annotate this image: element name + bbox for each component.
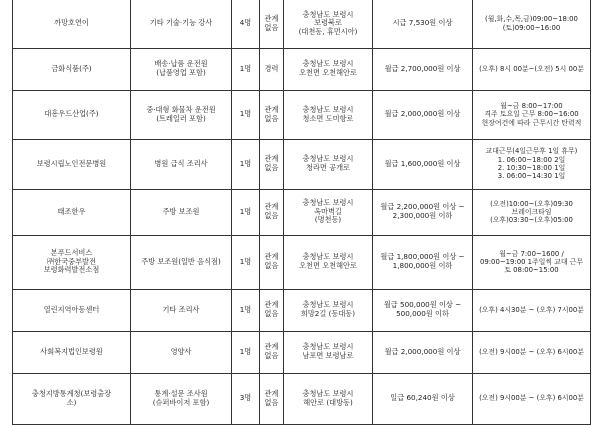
headcount-cell bbox=[232, 0, 260, 48]
requirement-cell bbox=[260, 0, 284, 48]
location-line: 오천면 오천해안로 bbox=[299, 68, 357, 77]
schedule-line: 3. 06:00~14:30 1일 bbox=[497, 172, 566, 181]
location-line: 해안로 (대방동) bbox=[303, 397, 353, 407]
wage-line: 시급 7,530원 이상 bbox=[392, 18, 453, 28]
table-row bbox=[13, 139, 591, 189]
requirement-line: 관계 bbox=[264, 252, 279, 262]
location-line: 오천면 오천해안로 bbox=[299, 261, 357, 270]
requirement-line: 없음 bbox=[264, 22, 279, 32]
company-line: 태조한우 bbox=[57, 206, 86, 216]
company-line: ㈜한국중부발전 bbox=[47, 256, 96, 266]
schedule-cell bbox=[473, 189, 591, 235]
table-row bbox=[13, 48, 591, 90]
location-line: 충청남도 보령시 bbox=[302, 9, 354, 19]
job-type-line: 중·대형 화물차 운전원 bbox=[146, 104, 216, 114]
wage-line: 1,800,000원 이하 bbox=[392, 261, 453, 270]
company-cell bbox=[13, 48, 131, 90]
job-type-line: 통계·설문 조사원 bbox=[154, 388, 208, 398]
requirement-line: 없음 bbox=[264, 351, 279, 360]
job-type-cell bbox=[131, 373, 232, 424]
wage-cell bbox=[373, 90, 473, 139]
location-cell bbox=[284, 139, 373, 189]
location-cell bbox=[284, 90, 373, 139]
job-type-line: 배송·납품 운전원 bbox=[154, 59, 208, 69]
location-line: 충청남도 보령시 bbox=[302, 104, 354, 114]
headcount-cell bbox=[232, 373, 260, 424]
company-cell bbox=[13, 90, 131, 139]
job-type-line: 기타 기술·기능 강사 bbox=[149, 18, 213, 28]
schedule-line: 월~금 7:00~1600 / bbox=[499, 249, 564, 258]
job-type-line: 영양사 bbox=[170, 346, 192, 356]
requirement-cell bbox=[260, 48, 284, 90]
headcount-cell bbox=[232, 235, 260, 289]
job-type-cell bbox=[131, 289, 232, 331]
headcount-value: 4명 bbox=[239, 18, 252, 28]
wage-cell bbox=[373, 0, 473, 48]
schedule-line: (오후)03:30~(오후)05:00 bbox=[490, 216, 573, 225]
headcount-cell bbox=[232, 48, 260, 90]
wage-line: 일급 60,240원 이상 bbox=[390, 393, 455, 403]
company-cell bbox=[13, 331, 131, 373]
location-line: 옥마벽길 bbox=[314, 206, 342, 216]
location-line: 청라면 공개로 bbox=[306, 163, 350, 172]
company-cell bbox=[13, 189, 131, 235]
schedule-line: 토 08:00~15:00 bbox=[504, 266, 559, 275]
location-line: 청소면 도미항로 bbox=[302, 113, 354, 123]
company-cell bbox=[13, 373, 131, 424]
schedule-line: 월~금 8:00~17:00 bbox=[500, 102, 563, 111]
job-type-line: 주방 보조원 bbox=[162, 206, 200, 216]
company-cell bbox=[13, 139, 131, 189]
wage-line: 2,300,000원 이하 bbox=[392, 211, 453, 220]
requirement-line: 없음 bbox=[264, 309, 279, 318]
location-line: 충청남도 보령시 bbox=[302, 388, 354, 398]
schedule-line: (오후) 8시 00분~(오전) 5시 00분 bbox=[479, 64, 584, 73]
schedule-line: 1. 06:00~18:00 2일 bbox=[497, 155, 566, 164]
company-line: 대흥우드산업(주) bbox=[44, 109, 99, 119]
wage-cell bbox=[373, 139, 473, 189]
job-type-cell bbox=[131, 189, 232, 235]
requirement-cell bbox=[260, 90, 284, 139]
company-line: 충청지방통계청(보령출장 bbox=[31, 388, 112, 398]
requirement-line: 관계 bbox=[264, 388, 279, 398]
location-line: 남포면 보령남로 bbox=[302, 351, 354, 360]
wage-cell bbox=[373, 48, 473, 90]
job-type-cell bbox=[131, 235, 232, 289]
company-cell bbox=[13, 289, 131, 331]
requirement-cell bbox=[260, 189, 284, 235]
job-type-line: (트레일러 포함) bbox=[156, 113, 206, 123]
schedule-cell bbox=[473, 90, 591, 139]
schedule-cell bbox=[473, 331, 591, 373]
location-cell bbox=[284, 373, 373, 424]
requirement-cell bbox=[260, 235, 284, 289]
job-type-line: 주방 보조원(일반 음식점) bbox=[141, 256, 221, 266]
headcount-value: 1명 bbox=[239, 346, 252, 356]
requirement-line: 경력 bbox=[264, 63, 279, 73]
wage-line: 월급 2,700,000원 이상 bbox=[384, 63, 461, 73]
schedule-line: 2. 10:30~18:00 1일 bbox=[497, 164, 566, 172]
requirement-line: 관계 bbox=[264, 14, 279, 24]
table-row bbox=[13, 189, 591, 235]
location-line: (명천동) bbox=[314, 215, 342, 225]
requirement-line: 관계 bbox=[264, 202, 279, 212]
table-row bbox=[13, 0, 591, 48]
table-row bbox=[13, 235, 591, 289]
schedule-cell bbox=[473, 289, 591, 331]
table-row bbox=[13, 90, 591, 139]
schedule-cell bbox=[473, 0, 591, 48]
location-line: 충청남도 보령시 bbox=[302, 198, 354, 208]
company-line: 보령시립노인전문병원 bbox=[36, 158, 107, 168]
requirement-line: 관계 bbox=[264, 300, 279, 310]
job-type-cell bbox=[131, 139, 232, 189]
requirement-line: 없음 bbox=[264, 163, 279, 172]
headcount-value: 3명 bbox=[239, 393, 252, 403]
location-cell bbox=[284, 189, 373, 235]
requirement-cell bbox=[260, 373, 284, 424]
wage-line: 500,000원 이하 bbox=[396, 309, 449, 318]
schedule-line: 현장여건에 따라 근무시간 탄력적 bbox=[481, 118, 582, 127]
headcount-value: 1명 bbox=[239, 109, 252, 119]
job-type-line: 병원 급식 조리사 bbox=[154, 158, 208, 168]
job-type-line: (납품영업 포함) bbox=[156, 68, 206, 77]
schedule-cell bbox=[473, 235, 591, 289]
company-line: 사회복지법인보령원 bbox=[40, 346, 103, 356]
wage-cell bbox=[373, 373, 473, 424]
location-cell bbox=[284, 235, 373, 289]
schedule-cell bbox=[473, 48, 591, 90]
table-row bbox=[13, 373, 591, 424]
schedule-line: 브레이크타임 bbox=[511, 207, 552, 216]
company-line: 까망호연이 bbox=[54, 18, 89, 28]
wage-cell bbox=[373, 331, 473, 373]
company-line: 본푸드서비스 bbox=[50, 248, 93, 258]
requirement-line: 관계 bbox=[264, 104, 279, 114]
headcount-cell bbox=[232, 139, 260, 189]
schedule-cell bbox=[473, 139, 591, 189]
requirement-line: 없음 bbox=[264, 211, 279, 220]
location-line: 충청남도 보령시 bbox=[302, 252, 354, 262]
requirement-line: 없음 bbox=[264, 261, 279, 270]
location-line: 보령북로 bbox=[314, 18, 342, 28]
company-line: 보령화력발전소점 bbox=[43, 265, 100, 275]
headcount-cell bbox=[232, 90, 260, 139]
headcount-value: 1명 bbox=[239, 63, 252, 73]
wage-line: 월급 2,000,000원 이상 bbox=[384, 109, 461, 119]
job-type-line: (슈퍼바이저 포함) bbox=[152, 397, 210, 407]
location-cell bbox=[284, 289, 373, 331]
location-cell bbox=[284, 331, 373, 373]
requirement-line: 없음 bbox=[264, 397, 279, 407]
schedule-line: (오전)10:00~(오후)09:30 bbox=[490, 199, 573, 208]
table-row bbox=[13, 331, 591, 373]
location-cell bbox=[284, 48, 373, 90]
company-cell bbox=[13, 0, 131, 48]
requirement-line: 관계 bbox=[264, 342, 279, 352]
location-line: (대천동, 휴먼시아) bbox=[298, 27, 358, 37]
wage-line: 월급 500,000원 이상 ~ bbox=[383, 300, 462, 310]
job-type-cell bbox=[131, 331, 232, 373]
location-line: 충청남도 보령시 bbox=[302, 59, 354, 69]
wage-cell bbox=[373, 235, 473, 289]
schedule-line: (오전) 9시00분 ~ (오후) 6시00분 bbox=[479, 347, 584, 356]
wage-line: 월급 1,800,000원 이상 ~ bbox=[380, 252, 465, 262]
headcount-cell bbox=[232, 289, 260, 331]
location-line: 충청남도 보령시 bbox=[302, 300, 354, 310]
location-line: 충청남도 보령시 bbox=[302, 342, 354, 352]
schedule-line: (월,화,수,목,금)09:00~18:00 bbox=[485, 15, 578, 24]
headcount-cell bbox=[232, 331, 260, 373]
job-listings-table bbox=[12, 0, 591, 425]
job-type-line: 기타 조리사 bbox=[162, 304, 200, 314]
requirement-cell bbox=[260, 331, 284, 373]
wage-line: 월급 2,200,000원 이상 ~ bbox=[380, 202, 465, 212]
schedule-cell bbox=[473, 373, 591, 424]
schedule-line: 09:00~19:00 1주일씩 교대 근무 bbox=[479, 257, 584, 266]
schedule-line: 교대근무(4일근무후 1일 휴무) bbox=[485, 147, 578, 156]
company-line: 금화식품(주) bbox=[51, 63, 92, 73]
location-cell bbox=[284, 0, 373, 48]
schedule-line: (토)09:00~16:00 bbox=[502, 23, 561, 32]
schedule-line: (오후) 4시30분 ~ (오후) 7시00분 bbox=[479, 305, 584, 314]
wage-line: 월급 2,000,000원 이상 bbox=[384, 346, 461, 356]
company-cell bbox=[13, 235, 131, 289]
headcount-value: 1명 bbox=[239, 304, 252, 314]
headcount-value: 1명 bbox=[239, 158, 252, 168]
job-type-cell bbox=[131, 48, 232, 90]
schedule-line: 격주 토요일 근무 8:00~16:00 bbox=[484, 110, 579, 119]
job-type-cell bbox=[131, 0, 232, 48]
headcount-value: 1명 bbox=[239, 206, 252, 216]
job-type-cell bbox=[131, 90, 232, 139]
table-row bbox=[13, 289, 591, 331]
headcount-value: 1명 bbox=[239, 256, 252, 266]
requirement-line: 없음 bbox=[264, 113, 279, 123]
schedule-line: (오전) 9시00분 ~ (오후) 6시00분 bbox=[479, 394, 584, 403]
requirement-cell bbox=[260, 289, 284, 331]
wage-cell bbox=[373, 189, 473, 235]
location-line: 희망2길 (동대동) bbox=[300, 309, 356, 318]
company-line: 열린지역아동센터 bbox=[43, 304, 100, 314]
location-line: 충청남도 보령시 bbox=[302, 154, 354, 164]
wage-line: 월급 1,600,000원 이상 bbox=[384, 158, 461, 168]
headcount-cell bbox=[232, 189, 260, 235]
company-line: 소) bbox=[66, 397, 77, 407]
requirement-cell bbox=[260, 139, 284, 189]
requirement-line: 관계 bbox=[264, 154, 279, 164]
wage-cell bbox=[373, 289, 473, 331]
